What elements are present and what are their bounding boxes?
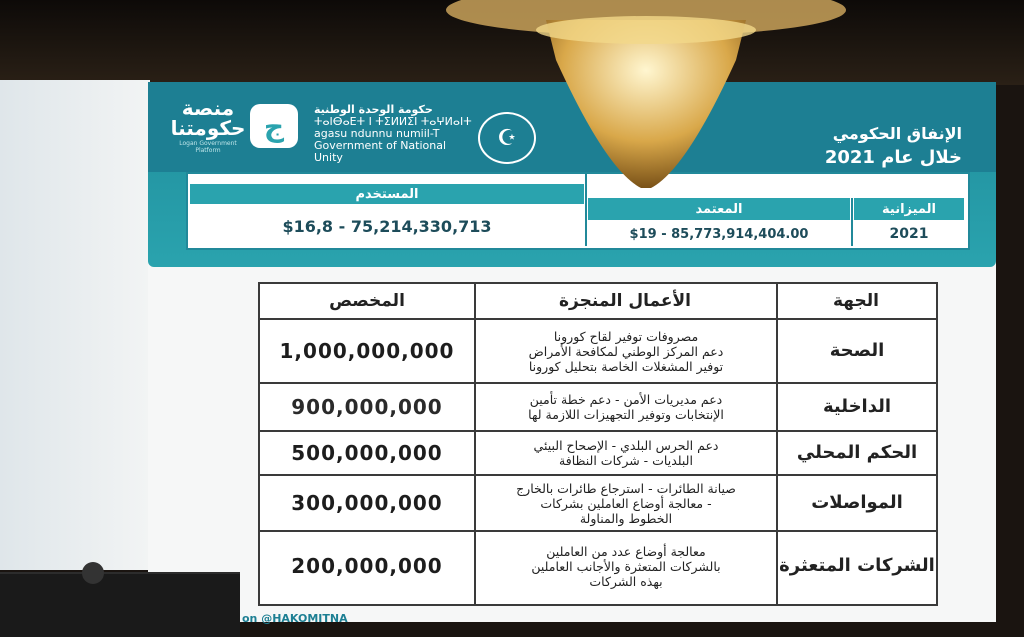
header-works: الأعمال المنجزة [474, 284, 776, 320]
row-works: معالجة أوضاع عدد من العاملين بالشركات المتعثرة والأجانب العاملين بهذه الشركات [531, 543, 721, 589]
chandelier [446, 0, 846, 190]
row-allocation: 300,000,000 [291, 491, 443, 515]
row-entity: الداخلية [822, 396, 892, 417]
divider [851, 198, 853, 246]
row-entity: المواصلات [811, 492, 903, 513]
title-line2: خلال عام 2021 [824, 147, 962, 168]
approved-value: $19 - 85,773,914,404.00 [629, 226, 809, 242]
row-entity: الحكم المحلي [796, 442, 918, 463]
budget-year: 2021 [889, 226, 929, 242]
row-allocation: 1,000,000,000 [279, 339, 455, 363]
microphone-icon [82, 562, 104, 584]
podium [0, 572, 240, 637]
used-label: المستخدم [190, 184, 584, 204]
table-row [260, 476, 936, 532]
approved-label: المعتمد [588, 198, 850, 220]
table-row [260, 384, 936, 432]
row-allocation: 500,000,000 [291, 441, 443, 465]
table-row [260, 532, 936, 600]
row-entity: الشركات المتعثرة [779, 555, 935, 576]
gov-name-ar: حكومة الوحدة الوطنية [314, 103, 433, 116]
row-works: مصروفات توفير لقاح كورونا دعم المركز الوطني لمكافحة الأمراض توفير المشغلات الخاصة بتحليل كورونا [528, 328, 724, 374]
footer-handle: on @HAKOMITNA [242, 612, 348, 625]
platform-name: منصة حكومتنا [170, 96, 246, 140]
spending-table [258, 282, 938, 606]
gov-name-amazigh: agasu ndunnu numiil-T [314, 127, 440, 140]
stage-light [0, 80, 150, 570]
row-works: دعم مديريات الأمن - دعم خطة تأمين الإنتخابات وتوفير التجهيزات اللازمة لها [528, 392, 724, 422]
row-entity: الصحة [829, 340, 885, 361]
title-line1: الإنفاق الحكومي [832, 124, 962, 143]
header-entity: الجهة [776, 284, 936, 320]
table-row [260, 432, 936, 476]
state-seal-icon: ☪ [478, 112, 536, 164]
row-allocation: 200,000,000 [291, 554, 443, 578]
row-works: صيانة الطائرات - استرجاع طائرات بالخارج - معالجة أوضاع العاملين بشركات الخطوط والمناولة [516, 480, 736, 526]
used-value: $16,8 - 75,214,330,713 [282, 216, 492, 236]
table-row [260, 320, 936, 384]
row-works: دعم الحرس البلدي - الإصحاح البيئي البلديات - شركات النظافة [533, 438, 719, 468]
platform-logo-icon: ج [250, 104, 298, 148]
gov-name-tifinagh: ⵜⴰⵏⴱⴰⴹⵜ ⵏ ⵜⵉⵍⵍⵉⵏ ⵜⴰⵖⵍⴰⵏⵜ [314, 115, 472, 128]
budget-year-label: الميزانية [854, 198, 964, 220]
platform-subtitle: Logan Government Platform [179, 140, 237, 154]
header-allocation: المخصص [260, 284, 474, 320]
gov-name-en: Government of National Unity [314, 139, 447, 164]
row-allocation: 900,000,000 [291, 395, 443, 419]
